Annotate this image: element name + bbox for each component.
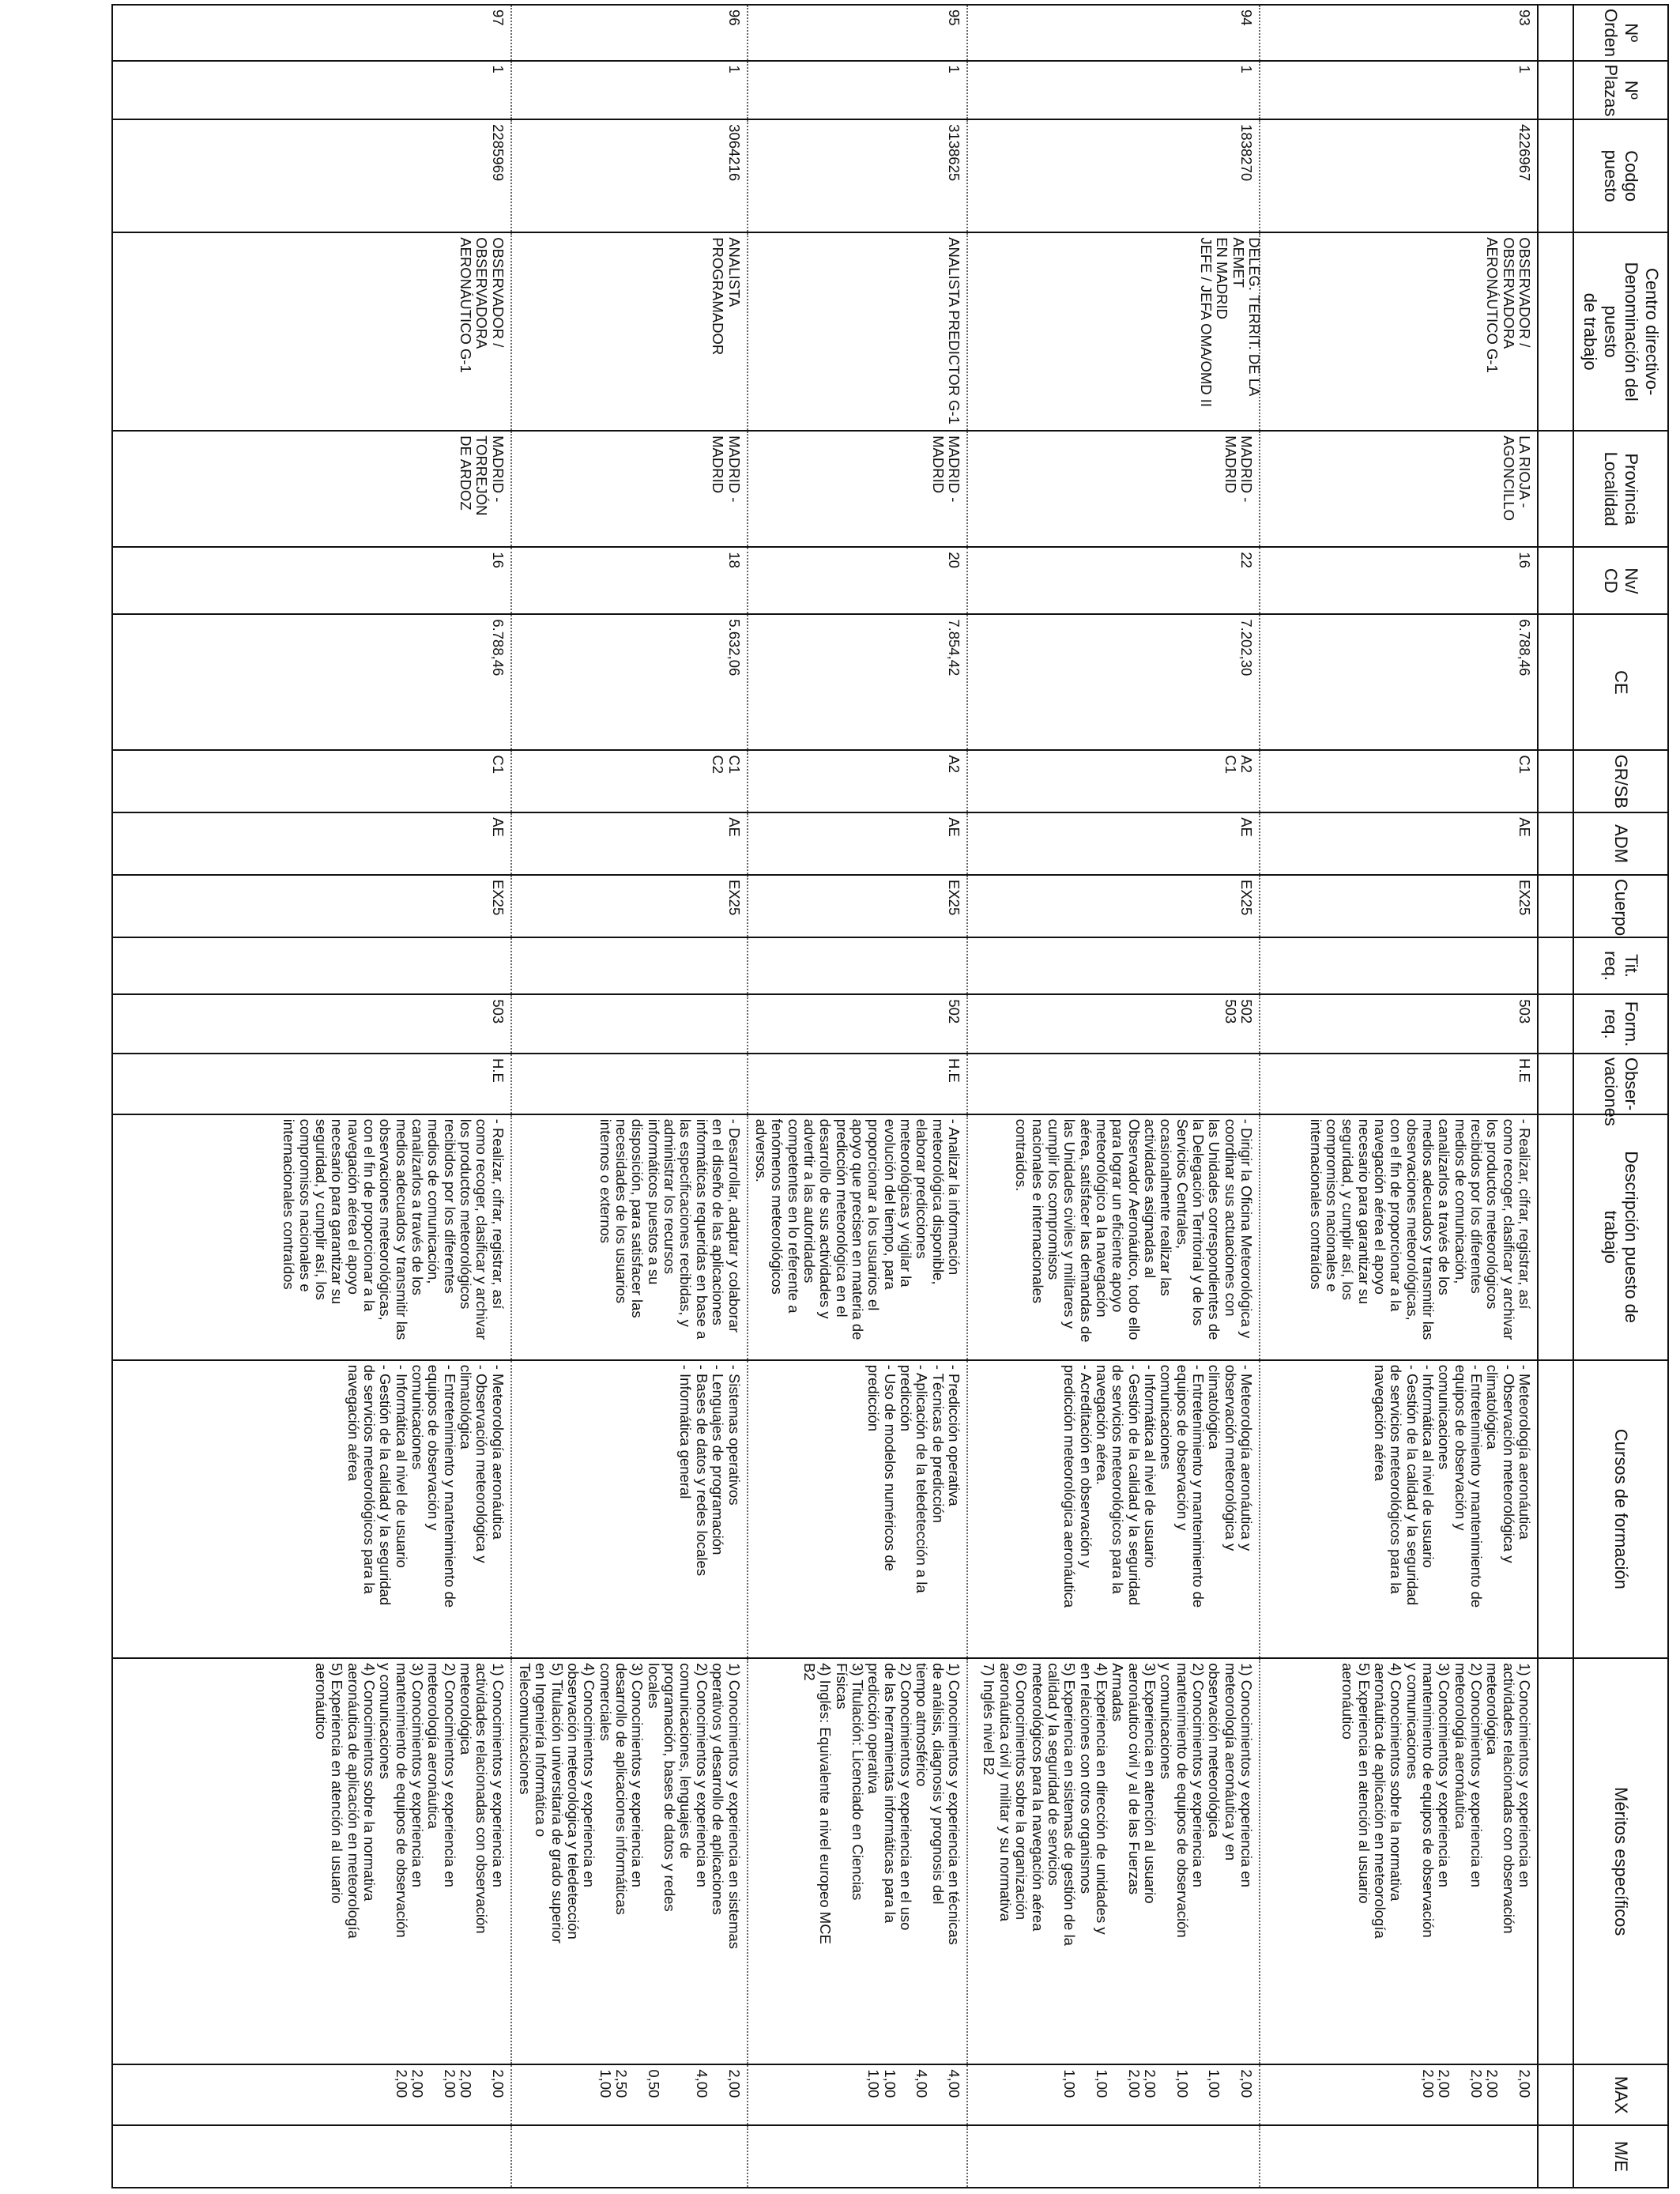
orden-cell: 96: [511, 5, 748, 61]
col-header-adm: ADM: [1573, 812, 1668, 875]
provincia-cell: LA RIOJA - AGONCILLO: [1260, 431, 1538, 547]
cursos-cell: - Meteorología aeronáutica - Observación meteorológica y climatológica - Entretenimiento y mantenimiento de equipos de observación y comunicaciones - Informática al nivel de usuario - Gestión de la calidad y la seguridad de servicios meteorológicos para la navegación aérea: [1260, 1360, 1538, 1658]
orden-cell: 93: [1260, 5, 1538, 61]
grsb-cell: A2: [748, 750, 967, 812]
grsb-cell: C1 C2: [511, 750, 748, 812]
rotated-page: [128, 4, 1669, 2188]
form-cell: [511, 994, 748, 1054]
spacer-cell: [1538, 431, 1573, 547]
col-header-provincia: Provincia Localidad: [1573, 431, 1668, 547]
ce-cell: 6.788,46: [1260, 614, 1538, 750]
centro-unit-label: DELEG. TERRIT. DE LA AEMET EN MADRID: [1214, 237, 1263, 396]
table-row: [967, 5, 1260, 2188]
col-header-grsb: GR/SB: [1573, 750, 1668, 812]
orden-cell: 95: [748, 5, 967, 61]
obs-cell: [511, 1054, 748, 1114]
header-row: [1573, 5, 1668, 2188]
centro-cell: [967, 232, 1263, 431]
nivel-cell: 20: [748, 547, 967, 614]
cursos-cell: - Meteorología aeronáutica y observación meteorológica y climatológica - Entretenimiento y mantenimiento de equipos de observación y comunicaciones - Informática al nivel de usuario - Gestión de la calidad y la seguridad de servicios meteorológicos para la navegación aérea. - Acreditación en observación y predicción meteorológica aeronáutica: [967, 1360, 1260, 1658]
tit-cell: [511, 937, 748, 995]
col-header-plazas: Nº Plazas: [1573, 61, 1668, 120]
provincia-cell: MADRID - MADRID: [967, 431, 1260, 547]
centro-label: JEFE / JEFA OMA/OMD II: [1197, 237, 1215, 408]
cuerpo-cell: EX25: [1260, 875, 1538, 937]
orden-cell: 97: [112, 5, 511, 61]
meritos-cell: 1) Conocimientos y experiencia en sistemas operativos y desarrollo de aplicaciones 2) Conocimientos y experiencia en comunicaciones, lenguajes de programación, bases de datos y redes locales 3) Conocimientos y experiencia en desarrollo de aplicaciones informáticas comerciales 4) Conocimientos y experiencia en observación meteorológica y teledetección 5) Titulación universitaria de grado superior en Ingeniería Informática o Telecomunicaciones: [511, 1658, 748, 2064]
meritos-cell: 1) Conocimientos y experiencia en actividades relacionadas con observación meteorológica 2) Conocimientos y experiencia en meteorología aeronáutica 3) Conocimientos y experiencia en mantenimiento de equipos de observación y comunicaciones 4) Conocimientos sobre la normativa aeronáutica de aplicación en meteorología 5) Experiencia en atención al usuario aeronáutico: [112, 1658, 511, 2064]
nivel-cell: 16: [112, 547, 511, 614]
spacer-cell: [1538, 614, 1573, 750]
col-header-descripcion: Descripción puesto de trabajo: [1573, 1114, 1668, 1360]
col-header-obs: Obser- vaciones: [1573, 1054, 1668, 1114]
cursos-cell: - Sistemas operativos - Lenguajes de programación - Bases de datos y redes locales - Informática general: [511, 1360, 748, 1658]
obs-cell: H.E: [748, 1054, 967, 1114]
meritos-cell: 1) Conocimientos y experiencia en actividades relacionadas con observación meteorológica 2) Conocimientos y experiencia en meteorología aeronáutica 3) Conocimientos y experiencia en mantenimiento de equipos de observación y comunicaciones 4) Conocimientos sobre la normativa aeronáutica de aplicación en meteorología 5) Experiencia en atención al usuario aeronáutico: [1260, 1658, 1538, 2064]
provincia-cell: MADRID - MADRID: [748, 431, 967, 547]
obs-cell: H.E: [112, 1054, 511, 1114]
centro-label: OBSERVADOR / OBSERVADORA AERONÁUTICO G-1: [458, 237, 507, 373]
spacer-cell: [1538, 937, 1573, 995]
cuerpo-cell: EX25: [511, 875, 748, 937]
tit-cell: [1260, 937, 1538, 995]
spacer-cell: [1538, 1054, 1573, 1114]
spacer-cell: [1538, 119, 1573, 232]
ce-cell: 6.788,46: [112, 614, 511, 750]
job-positions-table: [111, 4, 1669, 2188]
cursos-cell: - Meteorología aeronáutica - Observación meteorológica y climatológica - Entretenimiento y mantenimiento de equipos de observación y comunicaciones - Informática al nivel de usuario - Gestión de la calidad y la seguridad de servicios meteorológicos para la navegación aérea: [112, 1360, 511, 1658]
table-row: [511, 5, 748, 2188]
max-cell: 2,00 1,00 1,00 2,00 2,00 1,00 1,00: [967, 2064, 1260, 2125]
codigo-cell: 3064216: [511, 119, 748, 232]
max-cell: 2,00 2,00 2,00 2,00 2,00: [1260, 2064, 1538, 2125]
me-cell: [748, 2125, 967, 2188]
col-header-orden: Nº Orden: [1573, 5, 1668, 61]
ce-cell: 7.854,42: [748, 614, 967, 750]
col-header-nivel: Nv/ CD: [1573, 547, 1668, 614]
descripcion-cell: - Realizar, cifrar, registrar, así como recoger, clasificar y archivar los productos meteorológicos recibidos por los diferentes medios de comunicación, canalizarlos a través de los medios adecuados y transmitir las observaciones meteorológicas, con el fin de proporcionar a la navegación aérea el apoyo necesario para garantizar su seguridad, y cumplir así, los compromisos nacionales e internacionales contraídos: [1260, 1114, 1538, 1360]
spacer-row: [1538, 5, 1573, 2188]
codigo-cell: 4226967: [1260, 119, 1538, 232]
max-cell: 2,00 2,00 2,00 2,00 2,00: [112, 2064, 511, 2125]
spacer-cell: [1538, 2064, 1573, 2125]
adm-cell: AE: [748, 812, 967, 875]
adm-cell: AE: [1260, 812, 1538, 875]
table-row: [112, 5, 511, 2188]
me-cell: [967, 2125, 1260, 2188]
centro-cell: [748, 232, 967, 431]
max-cell: 2,00 4,00 0,50 2,50 1,00: [511, 2064, 748, 2125]
grsb-cell: A2 C1: [967, 750, 1260, 812]
nivel-cell: 16: [1260, 547, 1538, 614]
spacer-cell: [1538, 232, 1573, 431]
tit-cell: [112, 937, 511, 995]
centro-cell: [511, 232, 748, 431]
spacer-cell: [1538, 812, 1573, 875]
centro-cell: [1260, 232, 1538, 431]
codigo-cell: 2285969: [112, 119, 511, 232]
spacer-cell: [1538, 5, 1573, 61]
plazas-cell: 1: [967, 61, 1260, 120]
col-header-form: Form. req.: [1573, 994, 1668, 1054]
spacer-cell: [1538, 1360, 1573, 1658]
cuerpo-cell: EX25: [112, 875, 511, 937]
descripcion-cell: - Dirigir la Oficina Meteorológica y coordinar sus actuaciones con las Unidades correspondientes de la Delegación Territorial y de los Servicios Centrales, ocasionalmente realizar las actividades asignadas al Observador Aeronáutico, todo ello para lograr un eficiente apoyo meteorológico a la navegación aérea, satisfacer las demandas de las Unidades civiles y militares y cumplir los compromisos nacionales e internacionales contraídos.: [967, 1114, 1260, 1360]
grsb-cell: C1: [112, 750, 511, 812]
col-header-tit: Tit. req.: [1573, 937, 1668, 995]
plazas-cell: 1: [1260, 61, 1538, 120]
adm-cell: AE: [967, 812, 1260, 875]
ce-cell: 7.202,30: [967, 614, 1260, 750]
cursos-cell: - Predicción operativa - Técnicas de predicción - Aplicación de la teledetección a la predicción - Uso de modelos numéricos de predicción: [748, 1360, 967, 1658]
descripcion-cell: - Analizar la información meteorológica disponible, elaborar predicciones meteorológicas y vigilar la evolución del tiempo, para proporcionar a los usuarios el apoyo que precisen en materia de predicción meteorológica en el desarrollo de sus actividades y advertir a las autoridades competentes en lo referente a fenómenos meteorológicos adversos.: [748, 1114, 967, 1360]
plazas-cell: 1: [748, 61, 967, 120]
descripcion-cell: - Desarrollar, adaptar y colaborar en el diseño de las aplicaciones informáticas requeridas en base a las especificaciones recibidas, y administrar los recursos informáticos puestos a su disposición, para satisfacer las necesidades de los usuarios internos o externos: [511, 1114, 748, 1360]
col-header-cursos: Cursos de formación: [1573, 1360, 1668, 1658]
table-row: [1260, 5, 1538, 2188]
spacer-cell: [1538, 2125, 1573, 2188]
codigo-cell: 3138625: [748, 119, 967, 232]
spacer-cell: [1538, 1658, 1573, 2064]
col-header-ce: CE: [1573, 614, 1668, 750]
tit-cell: [967, 937, 1260, 995]
adm-cell: AE: [112, 812, 511, 875]
spacer-cell: [1538, 875, 1573, 937]
cuerpo-cell: EX25: [967, 875, 1260, 937]
centro-label: OBSERVADOR / OBSERVADORA AERONÁUTICO G-1: [1484, 237, 1533, 373]
grsb-cell: C1: [1260, 750, 1538, 812]
spacer-cell: [1538, 994, 1573, 1054]
nivel-cell: 18: [511, 547, 748, 614]
orden-cell: 94: [967, 5, 1260, 61]
form-cell: 503: [112, 994, 511, 1054]
spacer-cell: [1538, 547, 1573, 614]
table-row: [748, 5, 967, 2188]
col-header-meritos: Méritos específicos: [1573, 1658, 1668, 2064]
meritos-cell: 1) Conocimientos y experiencia en técnicas de análisis, diagnosis y prognosis del tiempo atmosférico 2) Conocimientos y experiencia en el uso de las herramientas informáticas para la predicción operativa 3) Titulación: Licenciado en Ciencias Físicas 4) Inglés: Equivalente a nivel europeo MCE B2: [748, 1658, 967, 2064]
spacer-cell: [1538, 61, 1573, 120]
me-cell: [1260, 2125, 1538, 2188]
cuerpo-cell: EX25: [748, 875, 967, 937]
spacer-cell: [1538, 750, 1573, 812]
col-header-codigo: Codgo puesto: [1573, 119, 1668, 232]
provincia-cell: MADRID - TORREJÓN DE ARDOZ: [112, 431, 511, 547]
obs-cell: H.E: [1260, 1054, 1538, 1114]
meritos-cell: 1) Conocimientos y experiencia en meteorología aeronáutica y en observación meteorológica 2) Conocimientos y experiencia en mantenimiento de equipos de observación y comunicaciones 3) Experiencia en atención al usuario aeronáutico civil y al de las Fuerzas Armadas 4) Experiencia en dirección de unidades y en relaciones con otros organismos 5) Experiencia en sistemas de gestión de la calidad y la seguridad de servicios meteorológicos para la navegación aérea 6) Conocimientos sobre la organización aeronáutica civil y militar y su normativa 7) Inglés nivel B2: [967, 1658, 1260, 2064]
form-cell: 503: [1260, 994, 1538, 1054]
centro-label: ANALISTA PREDICTOR G-1: [946, 237, 962, 424]
form-cell: 502: [748, 994, 967, 1054]
tit-cell: [748, 937, 967, 995]
me-cell: [511, 2125, 748, 2188]
col-header-centro: Centro directivo- Denominación del puesto de trabajo: [1573, 232, 1668, 431]
col-header-me: M/E: [1573, 2125, 1668, 2188]
codigo-cell: 1838270: [967, 119, 1260, 232]
centro-cell: [112, 232, 511, 431]
spacer-cell: [1538, 1114, 1573, 1360]
nivel-cell: 22: [967, 547, 1260, 614]
centro-label: ANALISTA PROGRAMADOR: [710, 237, 743, 356]
col-header-max: MAX: [1573, 2064, 1668, 2125]
descripcion-cell: - Realizar, cifrar, registrar, así como recoger, clasificar y archivar los productos meteorológicos recibidos por los diferentes medios de comunicación, canalizarlos a través de los medios adecuados y transmitir las observaciones meteorológicas, con el fin de proporcionar a la navegación aérea el apoyo necesario para garantizar su seguridad, y cumplir así, los compromisos nacionales e internacionales contraídos: [112, 1114, 511, 1360]
obs-cell: [967, 1054, 1260, 1114]
adm-cell: AE: [511, 812, 748, 875]
provincia-cell: MADRID - MADRID: [511, 431, 748, 547]
max-cell: 4,00 4,00 1,00 1,00: [748, 2064, 967, 2125]
plazas-cell: 1: [511, 61, 748, 120]
plazas-cell: 1: [112, 61, 511, 120]
col-header-cuerpo: Cuerpo: [1573, 875, 1668, 937]
me-cell: [112, 2125, 511, 2188]
form-cell: 502 503: [967, 994, 1260, 1054]
ce-cell: 5.632,06: [511, 614, 748, 750]
